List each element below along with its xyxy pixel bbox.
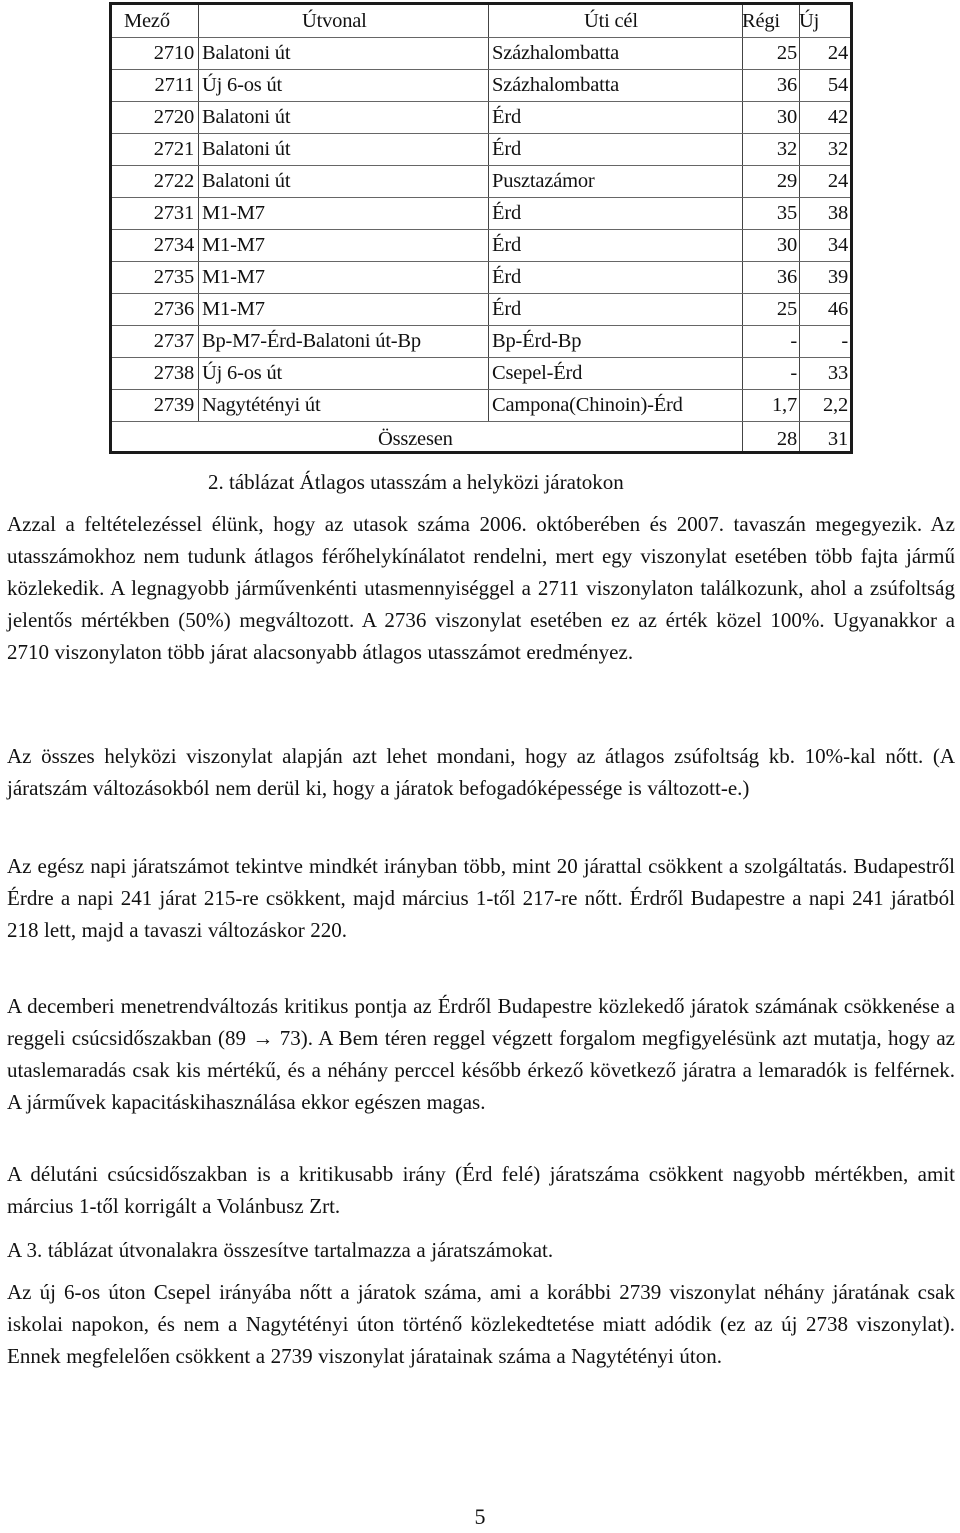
cell-new: 33: [827, 362, 848, 384]
passenger-count-table: [109, 2, 853, 454]
cell-destination: Érd: [492, 298, 521, 320]
table-row: [112, 325, 850, 357]
cell-new: -: [841, 330, 848, 352]
cell-route: Nagytétényi út: [202, 394, 321, 416]
cell-route: Új 6-os út: [202, 362, 283, 384]
body-paragraph: Az egész napi járatszámot tekintve mindkét irányban több, mint 20 járattal csökkent a szolgáltatás. Budapestről Érdre a napi 241 járat 215-re csökkent, majd március 1-től 217-re nőtt. Érdről Budapestre a napi 241 járatból 218 lett, majd a tavaszi változáskor 220.: [7, 854, 955, 942]
table-row-divider: [112, 421, 850, 422]
cell-old: 1,7: [771, 394, 797, 416]
cell-old: 36: [776, 74, 797, 96]
cell-new: 38: [827, 202, 848, 224]
cell-route: M1-M7: [202, 266, 265, 288]
total-label: Összesen: [378, 428, 453, 450]
cell-old: 25: [776, 298, 797, 320]
cell-old: 30: [776, 106, 797, 128]
cell-old: -: [790, 330, 797, 352]
cell-old: -: [790, 362, 797, 384]
cell-destination: Érd: [492, 106, 521, 128]
table-row: [112, 197, 850, 229]
cell-old: 32: [776, 138, 797, 160]
cell-destination: Csepel-Érd: [492, 362, 583, 384]
cell-route: Balatoni út: [202, 138, 291, 160]
cell-new: 42: [827, 106, 848, 128]
cell-destination: Százhalombatta: [492, 74, 619, 96]
cell-code: 2711: [154, 74, 194, 96]
cell-code: 2720: [153, 106, 194, 128]
table-row: [112, 37, 850, 69]
cell-route: Balatoni út: [202, 42, 291, 64]
cell-old: 30: [776, 234, 797, 256]
cell-new: 24: [827, 170, 848, 192]
cell-code: 2735: [153, 266, 194, 288]
table-row: [112, 357, 850, 389]
header-destination: Úti cél: [584, 10, 638, 32]
table-row: [112, 133, 850, 165]
cell-route: Balatoni út: [202, 106, 291, 128]
cell-route: Bp-M7-Érd-Balatoni út-Bp: [202, 330, 421, 352]
cell-new: 54: [827, 74, 848, 96]
cell-route: M1-M7: [202, 202, 265, 224]
cell-new: 24: [827, 42, 848, 64]
cell-destination: Campona(Chinoin)-Érd: [492, 394, 683, 416]
cell-destination: Érd: [492, 202, 521, 224]
header-code: Mező: [124, 10, 170, 32]
table-row: [112, 293, 850, 325]
cell-code: 2736: [153, 298, 194, 320]
cell-code: 2722: [153, 170, 194, 192]
body-paragraph: A 3. táblázat útvonalakra összesítve tartalmazza a járatszámokat.: [7, 1238, 554, 1262]
cell-code: 2721: [153, 138, 194, 160]
cell-code: 2739: [153, 394, 194, 416]
total-old: 28: [776, 428, 797, 450]
cell-code: 2737: [153, 330, 194, 352]
table-row: [112, 69, 850, 101]
cell-destination: Bp-Érd-Bp: [492, 330, 582, 352]
cell-old: 29: [776, 170, 797, 192]
cell-new: 34: [827, 234, 848, 256]
cell-destination: Pusztazámor: [492, 170, 595, 192]
cell-new: 2,2: [822, 394, 848, 416]
cell-destination: Érd: [492, 138, 521, 160]
cell-route: Új 6-os út: [202, 74, 283, 96]
cell-destination: Érd: [492, 266, 521, 288]
table-caption: 2. táblázat Átlagos utasszám a helyközi járatokon: [208, 470, 624, 494]
body-paragraph: Az összes helyközi viszonylat alapján azt lehet mondani, hogy az átlagos zsúfoltság kb. 10%-kal nőtt. (A járatszám változásokból nem derül ki, hogy a járatok befogadóképessége is változott-e.): [7, 744, 955, 800]
cell-route: M1-M7: [202, 298, 265, 320]
cell-old: 36: [776, 266, 797, 288]
cell-new: 32: [827, 138, 848, 160]
total-new: 31: [827, 428, 848, 450]
table-row: [112, 101, 850, 133]
table-total-row: [112, 423, 850, 455]
cell-route: M1-M7: [202, 234, 265, 256]
header-old: Régi: [742, 10, 780, 32]
cell-destination: Érd: [492, 234, 521, 256]
cell-code: 2738: [153, 362, 194, 384]
cell-new: 46: [827, 298, 848, 320]
header-route: Útvonal: [302, 10, 367, 32]
cell-code: 2710: [153, 42, 194, 64]
header-new: Új: [799, 10, 820, 32]
cell-destination: Százhalombatta: [492, 42, 619, 64]
body-paragraph: Az új 6-os úton Csepel irányába nőtt a járatok száma, ami a korábbi 2739 viszonylat néhány járatának csak iskolai napokon, és nem a Nagytétényi úton történő közlekedtetése miatt adódik (ez az új 2738 viszonylat). Ennek megfelelően csökkent a 2739 viszonylat járatainak száma a Nagytétényi úton.: [7, 1280, 955, 1368]
cell-old: 35: [776, 202, 797, 224]
cell-route: Balatoni út: [202, 170, 291, 192]
cell-code: 2731: [153, 202, 194, 224]
body-paragraph: Azzal a feltételezéssel élünk, hogy az utasok száma 2006. októberében és 2007. tavaszán megegyezik. Az utasszámokhoz nem tudunk átlagos férőhelykínálatot rendelni, mert egy viszonylat esetében több fajta jármű közlekedik. A legnagyobb járművenkénti utasmennyiséggel a 2711 viszonylaton találkozunk, ahol a zsúfoltság jelentős mértékben (50%) megváltozott. A 2736 viszonylat esetében ez az érték közel 100%. Ugyanakkor a 2710 viszonylaton több járat alacsonyabb átlagos utasszámot eredményez.: [7, 512, 955, 664]
table-row: [112, 389, 850, 421]
table-header-row: [112, 5, 850, 37]
page-number: 5: [474, 1504, 486, 1529]
body-paragraph: A decemberi menetrendváltozás kritikus pontja az Érdről Budapestre közlekedő járatok számának csökkenése a reggeli csúcsidőszakban (89 → 73). A Bem téren reggel végzett forgalom megfigyelésünk azt mutatja, hogy az utaslemaradás csak kis mértékű, és a néhány perccel később érkező következő járatra a lemaradók is felférnek. A járművek kapacitáskihasználása ekkor egészen magas.: [7, 994, 955, 1114]
table-row: [112, 229, 850, 261]
table-row: [112, 165, 850, 197]
cell-code: 2734: [153, 234, 194, 256]
cell-old: 25: [776, 42, 797, 64]
body-paragraph: A délutáni csúcsidőszakban is a kritikusabb irány (Érd felé) járatszáma csökkent nagyobb mértékben, amit március 1-től korrigált a Volánbusz Zrt.: [7, 1162, 955, 1218]
cell-new: 39: [827, 266, 848, 288]
table-row: [112, 261, 850, 293]
